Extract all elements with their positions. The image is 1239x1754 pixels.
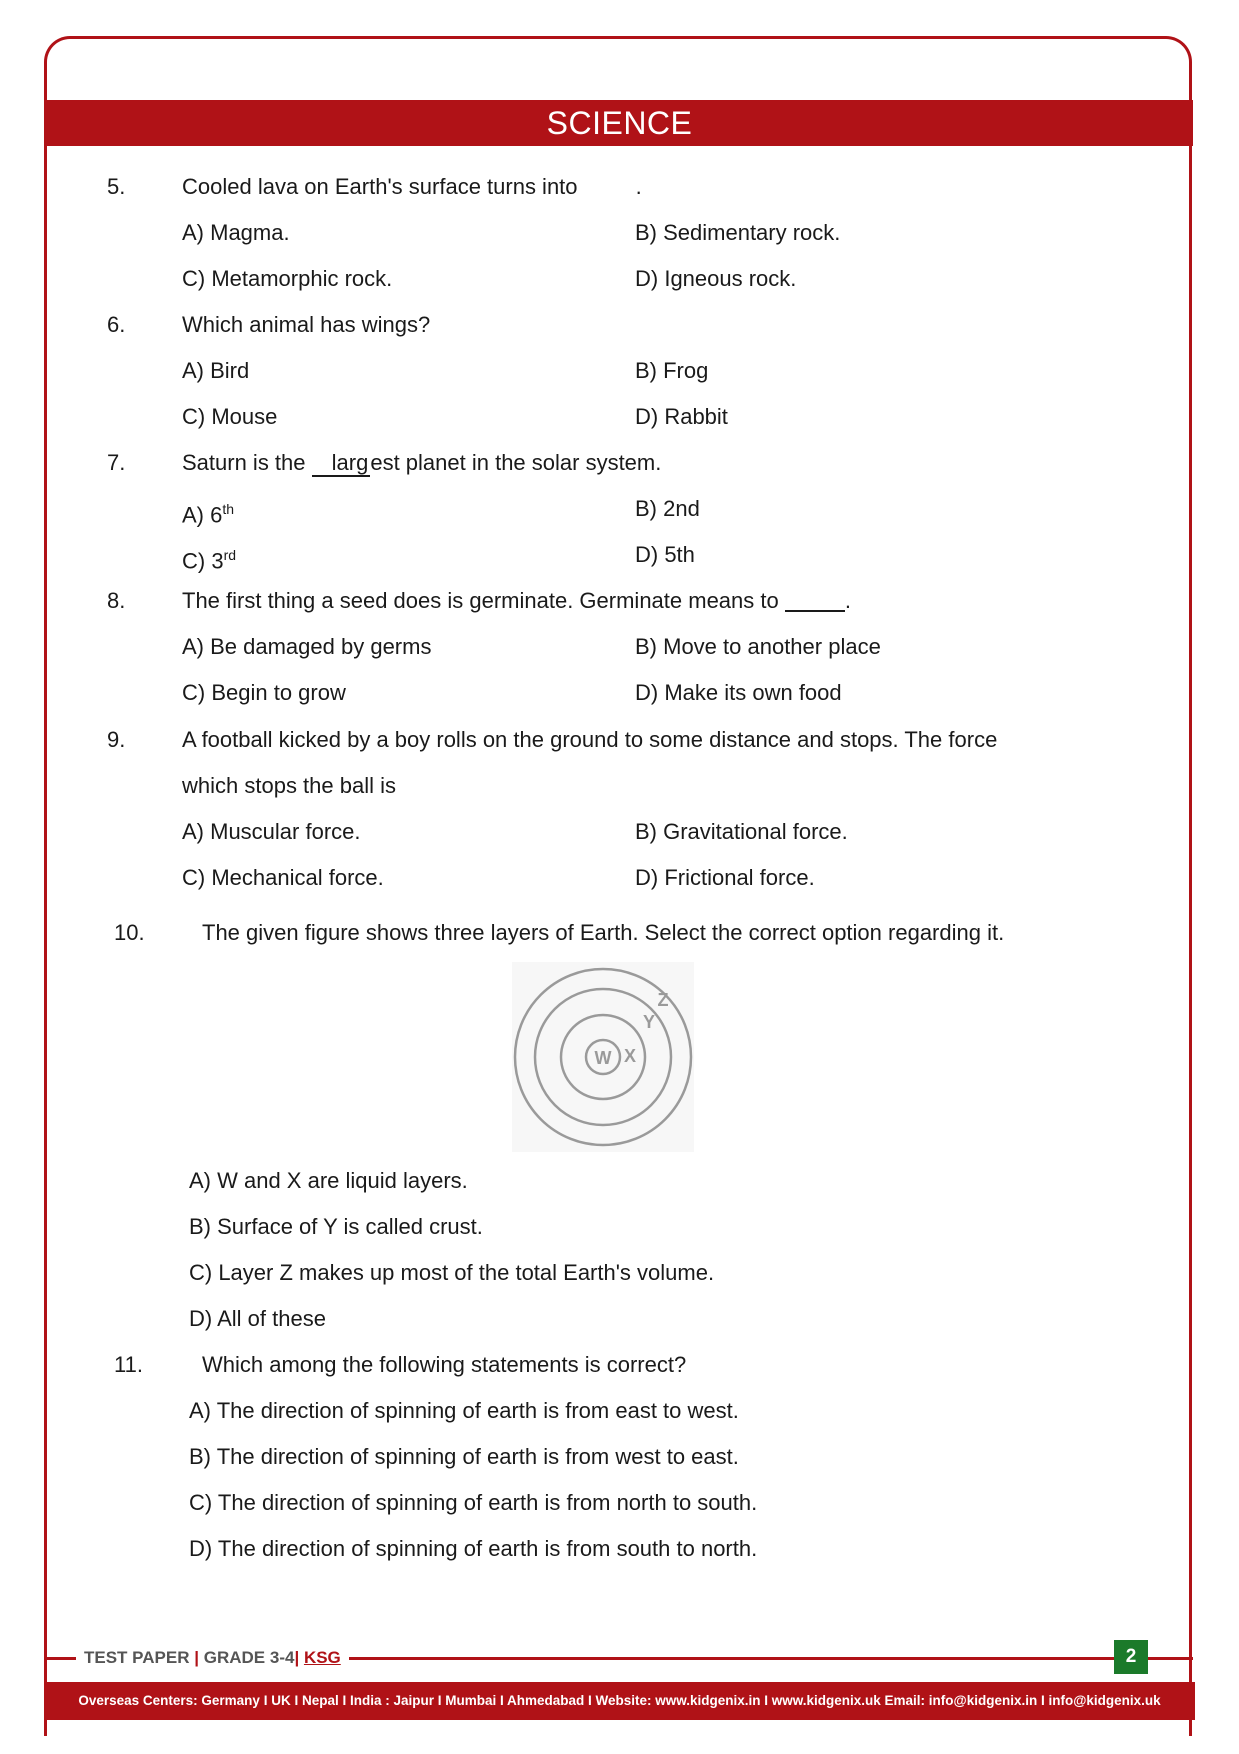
footer-grade-number: 3-4 (269, 1648, 295, 1667)
option-b: B) Frog (635, 358, 709, 383)
question-text (182, 586, 851, 616)
option-c: C) Metamorphic rock. (182, 266, 393, 291)
underlined-answer: larg (312, 450, 371, 477)
option-a: A) Be damaged by germs (182, 634, 432, 659)
option-c: C) Layer Z makes up most of the total Earth's volume. (189, 1260, 715, 1285)
option-a: A) W and X are liquid layers. (189, 1168, 468, 1193)
option-c: C) 3rd (182, 547, 237, 574)
option-d: D) 5th (635, 542, 695, 567)
earth-layers-figure (512, 962, 694, 1152)
option-a: A) The direction of spinning of earth is from east to west. (189, 1398, 739, 1423)
option-b: B) Move to another place (635, 634, 881, 659)
footer-test-paper: TEST PAPER (84, 1648, 190, 1667)
question-number: 5. (107, 174, 126, 199)
question-number: 6. (107, 312, 126, 337)
footer-centers: Overseas Centers: Germany I UK I Nepal I India : Jaipur I Mumbai I Ahmedabad I Website: www.kidgenix.in I www.kidgenix.uk Email: info@kidgenix.in I info@kidgenix.uk (44, 1682, 1195, 1720)
page-number-badge: 2 (1114, 1640, 1148, 1674)
question-text-pre: Saturn is the (182, 450, 306, 475)
footer-grade: GRADE (203, 1648, 266, 1667)
question-number: 8. (107, 588, 126, 613)
option-d: D) The direction of spinning of earth is from south to north. (189, 1536, 758, 1561)
option-a: A) Muscular force. (182, 819, 361, 844)
option-c: C) The direction of spinning of earth is from north to south. (189, 1490, 758, 1515)
question-text-post: est planet in the solar system. (370, 450, 662, 475)
question-text: Which among the following statements is correct? (202, 1352, 687, 1377)
question-trail: . (844, 588, 851, 613)
option-b: B) Gravitational force. (635, 819, 848, 844)
option-b: B) Surface of Y is called crust. (189, 1214, 483, 1239)
superscript: rd (223, 547, 237, 563)
option-d: D) Igneous rock. (635, 266, 797, 291)
question-text-body: The first thing a seed does is germinate. Germinate means to (182, 588, 779, 613)
question-text (182, 172, 642, 202)
question-text: Which animal has wings? (182, 312, 431, 337)
label-x: X (623, 1046, 637, 1066)
answer-blank (785, 588, 845, 612)
option-c: C) Mouse (182, 404, 278, 429)
option-d: D) Rabbit (635, 404, 728, 429)
question-text (182, 448, 661, 478)
option-c: C) Begin to grow (182, 680, 346, 705)
section-title: SCIENCE (46, 100, 1193, 146)
label-w: W (594, 1048, 612, 1068)
option-b: B) 2nd (635, 496, 700, 521)
question-text-body: Cooled lava on Earth's surface turns into (182, 174, 578, 199)
question-text: The given figure shows three layers of Earth. Select the correct option regarding it. (202, 920, 1005, 945)
question-number: 9. (107, 727, 126, 752)
label-z: Z (657, 990, 669, 1010)
ksg-logo: KSG (303, 1648, 341, 1667)
option-b: B) The direction of spinning of earth is from west to east. (189, 1444, 739, 1469)
option-a: A) Magma. (182, 220, 290, 245)
question-text: A football kicked by a boy rolls on the ground to some distance and stops. The force (182, 727, 998, 752)
option-d: D) All of these (189, 1306, 326, 1331)
label-y: Y (642, 1012, 656, 1032)
option-d: D) Frictional force. (635, 865, 815, 890)
question-trail: . (635, 174, 642, 199)
option-a: A) 6th (182, 501, 235, 528)
option-b: B) Sedimentary rock. (635, 220, 841, 245)
option-a: A) Bird (182, 358, 250, 383)
option-c: C) Mechanical force. (182, 865, 384, 890)
question-number: 11. (114, 1352, 143, 1377)
earth-layers-diagram (512, 962, 694, 1152)
question-number: 7. (107, 450, 126, 475)
question-number: 10. (114, 920, 145, 945)
superscript: th (222, 501, 235, 517)
question-text-continued: which stops the ball is (182, 773, 396, 798)
option-d: D) Make its own food (635, 680, 842, 705)
footer-label: TEST PAPER | GRADE 3-4| KSG (76, 1643, 349, 1673)
